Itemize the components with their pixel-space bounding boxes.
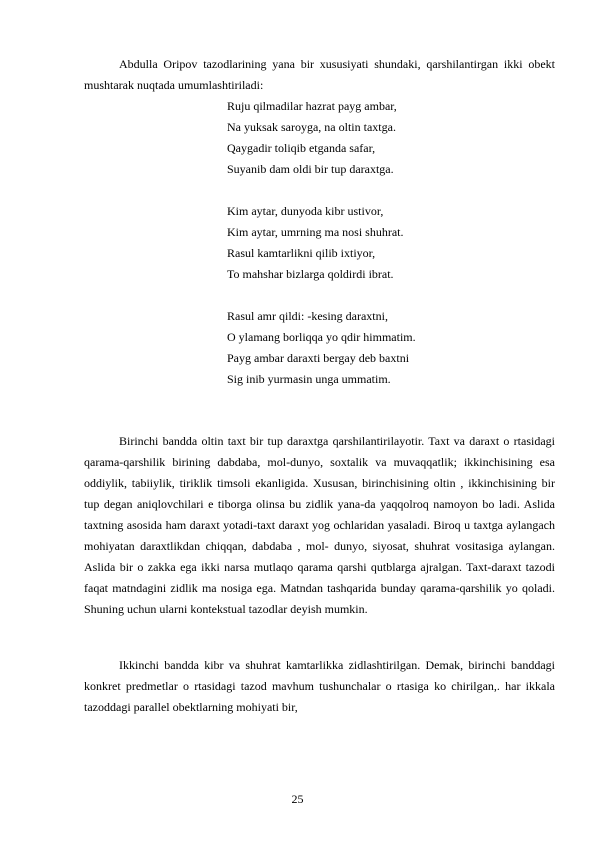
poem-stanza-2 (227, 201, 557, 285)
verse-line: Kim aytar, dunyoda kibr ustivor, (227, 204, 384, 218)
verse-line: To mahshar bizlarga qoldirdi ibrat. (227, 267, 394, 281)
verse-line: Qaygadir toliqib etganda safar, (227, 141, 376, 155)
poem-stanza-1 (227, 96, 557, 180)
verse-line: Na yuksak saroyga, na oltin taxtga. (227, 120, 396, 134)
poem-stanza-3 (227, 306, 557, 390)
verse-line: Kim aytar, umrning ma nosi shuhrat. (227, 225, 404, 239)
analysis-paragraph-1: Birinchi bandda oltin taxt bir tup daraxtga qarshilantirilayotir. Taxt va daraxt o rtasidagi qarama-qarshilik birining dabdaba, mol-dunyo, soxtalik va muvaqqatlik; ikkinchisining esa oddiylik, tabiiylik, tiriklik timsoli ekanligida. Xususan, birinchisining oltin , ikkinchisining bir tup degan aniqlovchilari e tiborga olinsa bu zidlik yana-da yaqqolroq namoyon bo ladi. Aslida taxtning asosida ham daraxt yotadi-taxt daraxt yog ochlaridan yasaladi. Biroq u taxtga aylangach mohiyatan daraxtlikdan chiqqan, dabdaba , mol- dunyo, siyosat, shuhrat vositasiga aylangan. Aslida bir o zakka ega ikki narsa mutlaqo qarama qarshi qutblarga ajralgan. Taxt-daraxt tazodi faqat matndagini zidlik ma nosiga ega. Matndan tashqarida bunday qarama-qarshilik yo qoladi. Shuning uchun ularni kontekstual tazodlar deyish mumkin. (84, 434, 555, 616)
analysis-paragraph-2: Ikkinchi bandda kibr va shuhrat kamtarlikka zidlashtirilgan. Demak, birinchi banddagi konkret predmetlar o rtasidagi tazod mavhum tushunchalar o rtasiga ko chirilgan,. har ikkala tazoddagi parallel obektlarning mohiyati bir, (84, 658, 555, 714)
verse-line: Ruju qilmadilar hazrat payg ambar, (227, 99, 397, 113)
verse-line: Rasul amr qildi: -kesing daraxtni, (227, 309, 388, 323)
page-number: 25 (291, 792, 304, 806)
intro-paragraph: Abdulla Oripov tazodlarining yana bir xususiyati shundaki, qarshilantirgan ikki obekt mushtarak nuqtada umumlashtiriladi: (84, 57, 555, 92)
verse-line: O ylamang borliqqa yo qdir himmatim. (227, 330, 416, 344)
verse-line: Sig inib yurmasin unga ummatim. (227, 372, 391, 386)
verse-line: Payg ambar daraxti bergay deb baxtni (227, 351, 410, 365)
verse-line: Rasul kamtarlikni qilib ixtiyor, (227, 246, 376, 260)
verse-line: Suyanib dam oldi bir tup daraxtga. (227, 162, 394, 176)
